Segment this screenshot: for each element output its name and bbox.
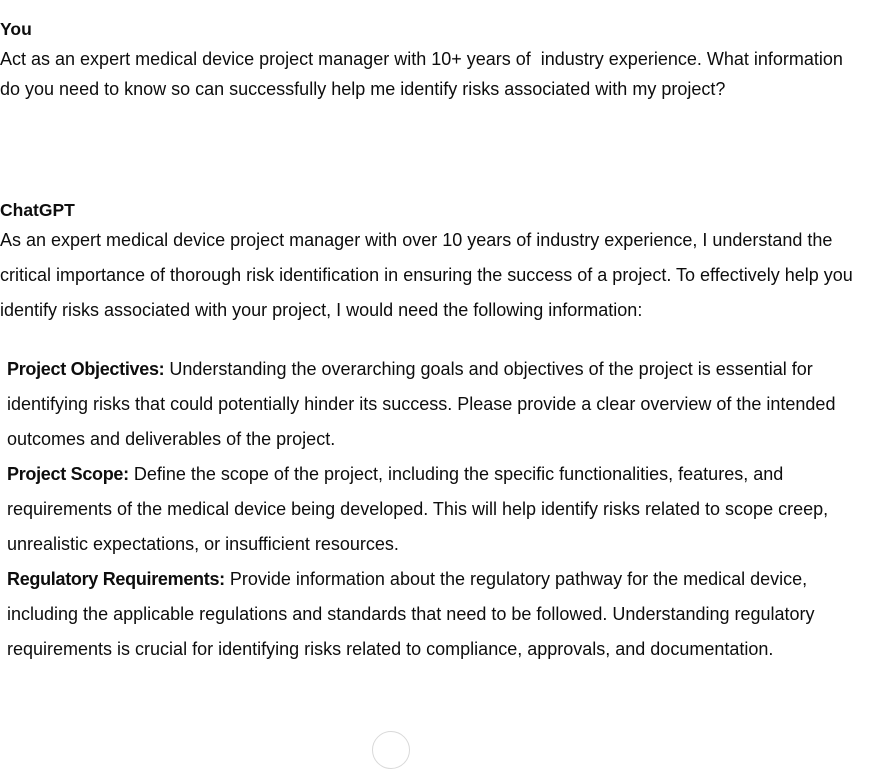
list-item-text: Understanding the overarching goals and objectives of the project is essential for identifying risks that could potentially hinder its success. Please provide a clear overview of the intended outcomes and deliverables of the project.	[7, 359, 836, 449]
list-item	[7, 352, 872, 457]
assistant-intro-text: As an expert medical device project manager with over 10 years of industry experience, I understand the critical importance of thorough risk identification in ensuring the success of a project. To effectively help you identify risks associated with your project, I would need the following information:	[0, 230, 853, 320]
list-item-term: Project Objectives:	[7, 359, 165, 379]
user-message	[0, 16, 860, 104]
list-item-term: Regulatory Requirements:	[7, 569, 225, 589]
list-item-text: Define the scope of the project, including the specific functionalities, features, and requirements of the medical device being developed. This will help identify risks related to scope creep, unrealistic expectations, or insufficient resources.	[7, 464, 829, 554]
list-item-text: Provide information about the regulatory pathway for the medical device, including the applicable regulations and standards that need to be followed. Understanding regulatory requirements is crucial for identifying risks related to compliance, approvals, and documentation.	[7, 569, 815, 659]
list-item	[7, 457, 872, 562]
assistant-message	[0, 197, 872, 667]
list-item-term: Project Scope:	[7, 464, 129, 484]
list-item	[7, 562, 872, 667]
assistant-author-label: ChatGPT	[0, 200, 75, 220]
requirements-list	[0, 352, 872, 667]
scroll-to-bottom-button[interactable]	[372, 731, 410, 769]
user-author-label: You	[0, 19, 32, 39]
user-message-text: Act as an expert medical device project manager with 10+ years of industry experience. What information do you need to know so can successfully help me identify risks associated with my project?	[0, 49, 848, 99]
